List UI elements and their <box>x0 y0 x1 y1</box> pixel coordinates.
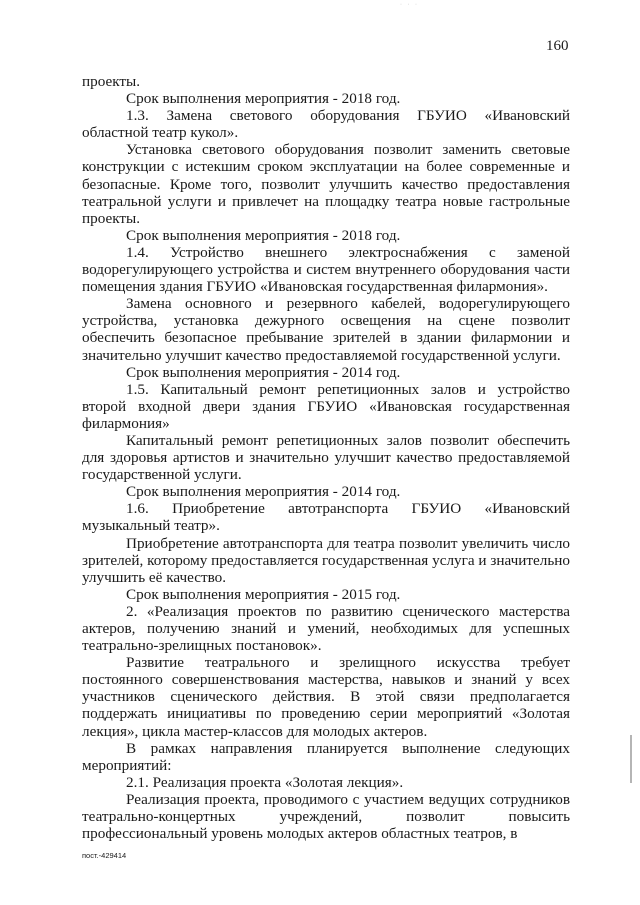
paragraph: Срок выполнения мероприятия - 2014 год. <box>126 483 401 501</box>
paragraph: Капитальный ремонт репетиционных залов позволит обеспечить для здоровья артистов и значительно улучшит качество предоставляемой государственной услуги. <box>82 431 570 484</box>
paragraph: Срок выполнения мероприятия - 2018 год. <box>126 90 401 108</box>
scan-margin-mark <box>630 735 632 783</box>
paragraph: 2. «Реализация проектов по развитию сценического мастерства актеров, получению знаний и умений, необходимых для успешных театрально-зрелищных постановок». <box>82 602 570 655</box>
paragraph: 2.1. Реализация проекта «Золотая лекция». <box>126 773 404 791</box>
paragraph: Развитие театрального и зрелищного искусства требует постоянного совершенствования мастерства, навыков и знаний у всех участников сценического действия. В этой связи предполагается поддержать инициативы по проведению серии мероприятий «Золотая лекция», цикла мастер-классов для молодых актеров. <box>82 654 570 740</box>
paragraph: 1.3. Замена светового оборудования ГБУИО «Ивановский областной театр кукол». <box>82 107 570 142</box>
document-id: пост.-429414 <box>82 851 127 860</box>
scan-dots: · · · <box>400 2 419 8</box>
page-number: 160 <box>546 38 569 54</box>
paragraph: Замена основного и резервного кабелей, водорегулирующего устройства, установка дежурного освещения на сцене позволит обеспечить безопасное пребывание зрителей в здании филармонии и значительно улучшит качество предоставляемой государственной услуги. <box>82 295 570 364</box>
paragraph: Приобретение автотранспорта для театра позволит увеличить число зрителей, которому предоставляется государственная услуга и значительно улучшить её качество. <box>82 534 570 586</box>
document-body <box>82 73 570 842</box>
paragraph: В рамках направления планируется выполнение следующих мероприятий: <box>82 739 570 774</box>
paragraph: Срок выполнения мероприятия - 2015 год. <box>126 585 401 603</box>
paragraph: 1.4. Устройство внешнего электроснабжения с заменой водорегулирующего устройства и систем внутреннего оборудования части помещения здания ГБУИО «Ивановская государственная филармония». <box>82 243 570 296</box>
paragraph: Установка светового оборудования позволит заменить световые конструкции с истекшим сроком эксплуатации на более современные и безопасные. Кроме того, позволит улучшить качество предоставления театральной услуги и привлечет на площадку театра новые гастрольные проекты. <box>82 141 570 227</box>
paragraph: Срок выполнения мероприятия - 2014 год. <box>126 363 401 381</box>
paragraph: проекты. <box>82 73 141 90</box>
paragraph: 1.6. Приобретение автотранспорта ГБУИО «Ивановский музыкальный театр». <box>82 500 570 535</box>
paragraph: 1.5. Капитальный ремонт репетиционных залов и устройство второй входной двери здания ГБУИО «Ивановская государственная филармония» <box>82 380 570 432</box>
paragraph: Срок выполнения мероприятия - 2018 год. <box>126 226 401 244</box>
paragraph: Реализация проекта, проводимого с участием ведущих сотрудников театрально-концертных учреждений, позволит повысить профессиональный уровень молодых актеров областных театров, в <box>82 790 570 843</box>
